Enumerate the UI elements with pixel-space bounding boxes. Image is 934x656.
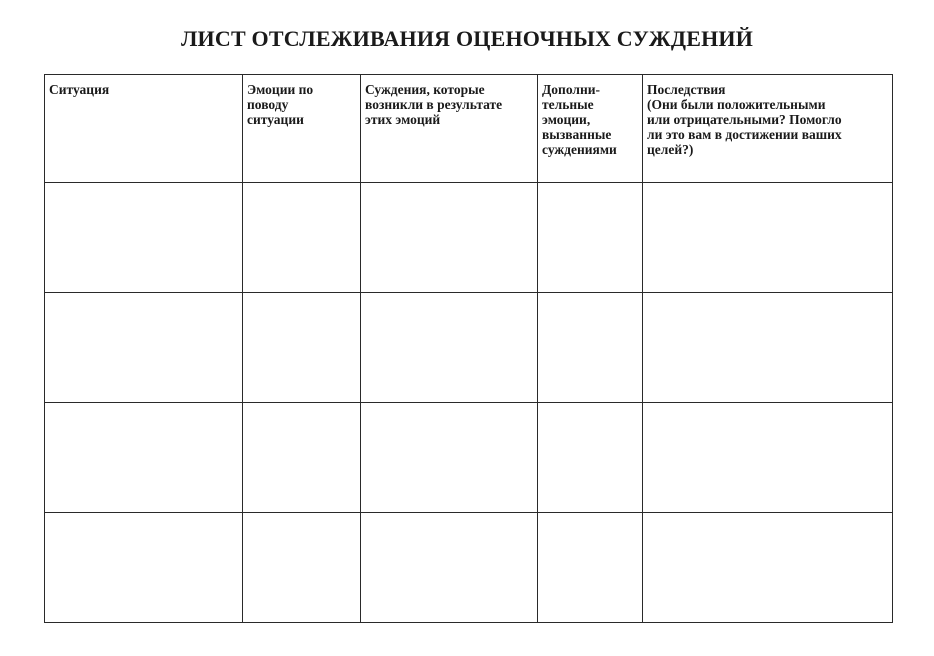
table-cell[interactable] (643, 293, 893, 403)
table-cell[interactable] (538, 183, 643, 293)
tracking-table (44, 74, 893, 623)
header-additional-emotions: Дополни- тельные эмоции, вызванные суждениями (538, 75, 643, 183)
header-judgments: Суждения, которые возникли в результате этих эмоций (361, 75, 538, 183)
worksheet-title: ЛИСТ ОТСЛЕЖИВАНИЯ ОЦЕНОЧНЫХ СУЖДЕНИЙ (180, 26, 754, 51)
table-cell[interactable] (361, 183, 538, 293)
table-cell[interactable] (45, 293, 243, 403)
table-cell[interactable] (538, 513, 643, 623)
table-cell[interactable] (45, 183, 243, 293)
table-cell[interactable] (643, 513, 893, 623)
header-consequences: Последствия (Они были положительными или отрицательными? Помогло ли это вам в достижении ваших целей?) (643, 75, 893, 183)
table-cell[interactable] (538, 293, 643, 403)
table-row (45, 183, 893, 293)
table-row (45, 403, 893, 513)
table-cell[interactable] (361, 293, 538, 403)
table-row (45, 513, 893, 623)
header-row (45, 75, 893, 183)
table-cell[interactable] (643, 403, 893, 513)
table-cell[interactable] (243, 293, 361, 403)
table-cell[interactable] (643, 183, 893, 293)
table-cell[interactable] (243, 403, 361, 513)
table-cell[interactable] (243, 513, 361, 623)
table-cell[interactable] (361, 513, 538, 623)
table-cell[interactable] (538, 403, 643, 513)
table-cell[interactable] (361, 403, 538, 513)
header-situation: Ситуация (45, 75, 243, 183)
table-cell[interactable] (45, 513, 243, 623)
table-cell[interactable] (45, 403, 243, 513)
table-row (45, 293, 893, 403)
header-emotions: Эмоции по поводу ситуации (243, 75, 361, 183)
table-cell[interactable] (243, 183, 361, 293)
